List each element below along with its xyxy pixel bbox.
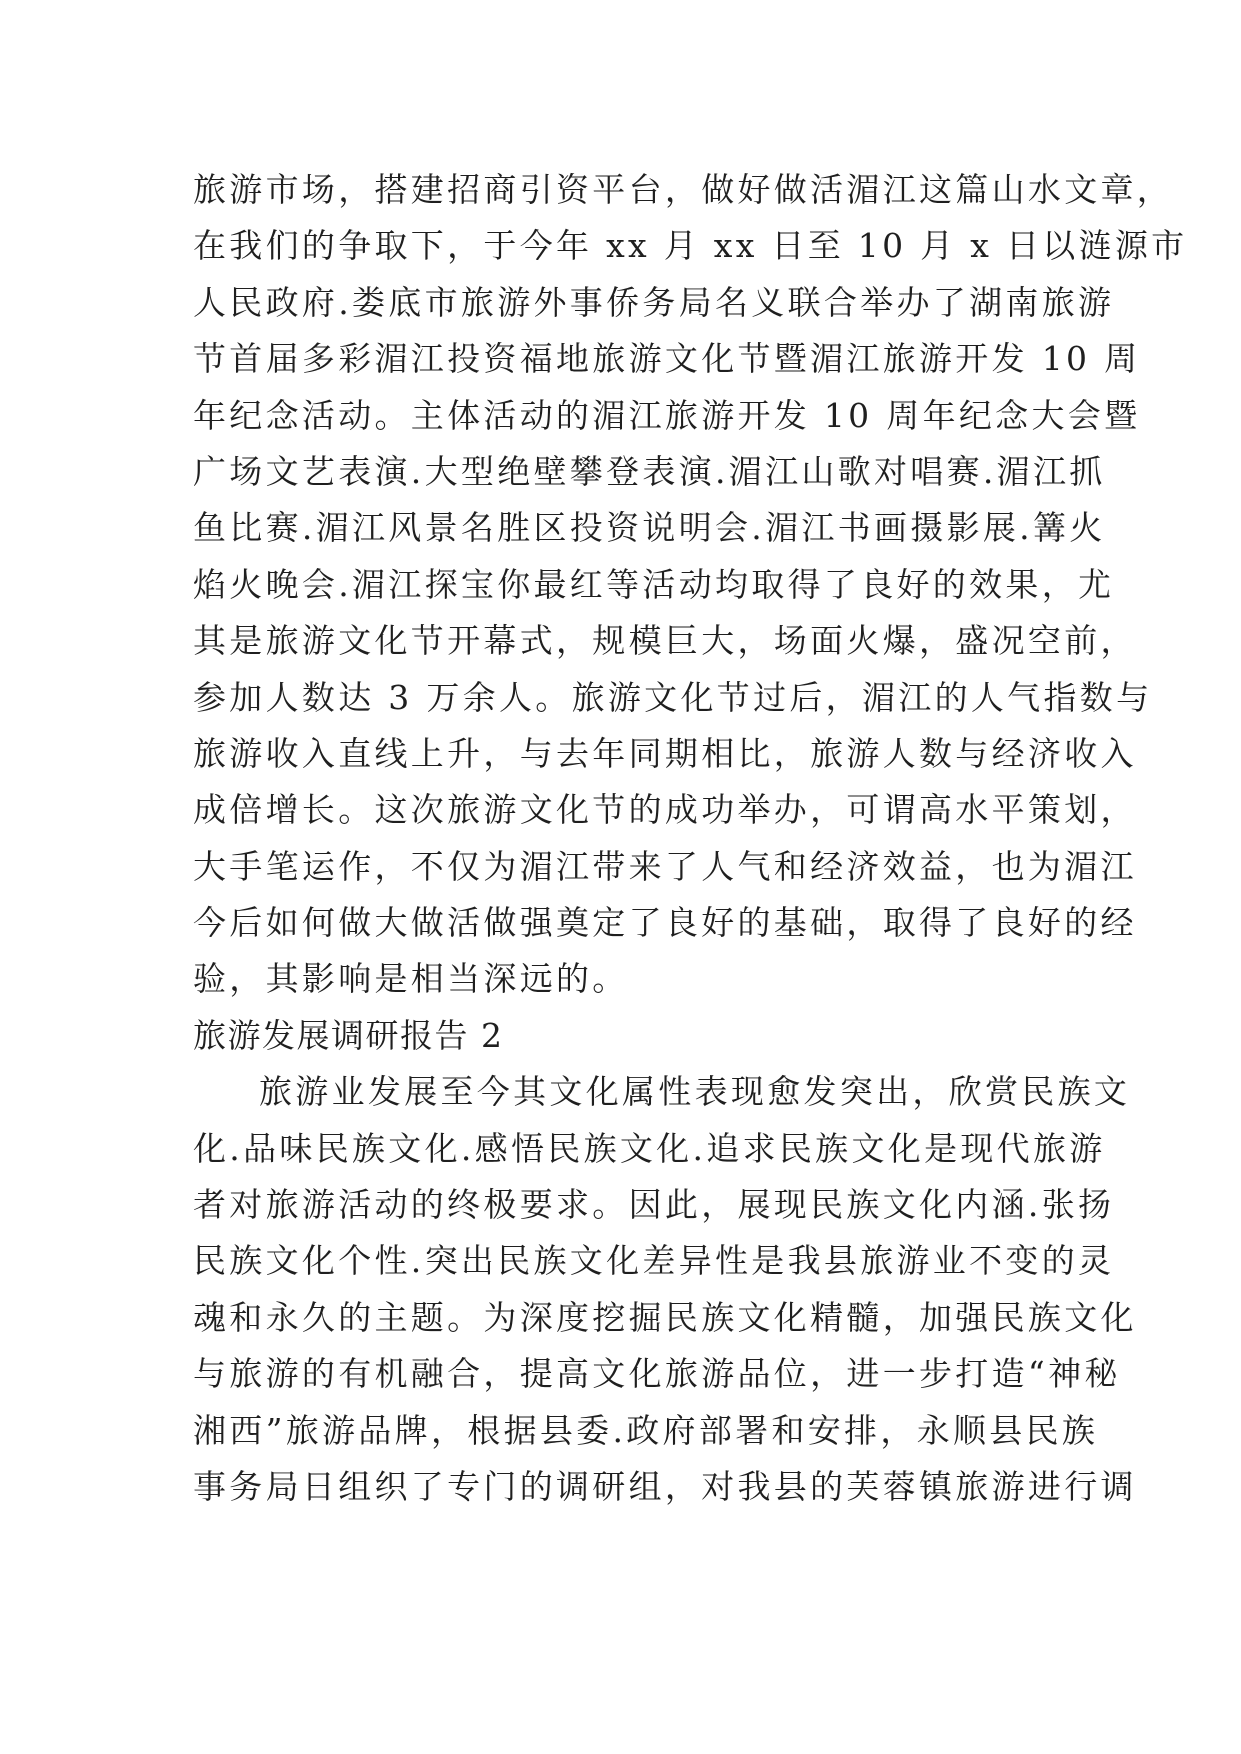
text-line: 节首届多彩湄江投资福地旅游文化节暨湄江旅游开发 10 周 bbox=[193, 339, 1141, 379]
text-line: 旅游收入直线上升，与去年同期相比，旅游人数与经济收入 bbox=[193, 733, 1137, 773]
text-line: 与旅游的有机融合，提高文化旅游品位，进一步打造“神秘 bbox=[193, 1354, 1121, 1394]
document-body bbox=[193, 162, 1188, 1515]
text-line: 者对旅游活动的终极要求。因此，展现民族文化内涵.张扬 bbox=[193, 1185, 1115, 1225]
text-line: 人民政府.娄底市旅游外事侨务局名义联合举办了湖南旅游 bbox=[193, 282, 1115, 322]
text-line: 今后如何做大做活做强奠定了良好的基础，取得了良好的经 bbox=[193, 903, 1137, 943]
text-line: 大手笔运作，不仅为湄江带来了人气和经济效益，也为湄江 bbox=[193, 846, 1137, 886]
text-line: 年纪念活动。主体活动的湄江旅游开发 10 周年纪念大会暨 bbox=[193, 395, 1141, 435]
text-line: 魂和永久的主题。为深度挖掘民族文化精髓，加强民族文化 bbox=[193, 1297, 1137, 1337]
text-line: 旅游业发展至今其文化属性表现愈发突出，欣赏民族文 bbox=[259, 1072, 1131, 1112]
text-line: 化.品味民族文化.感悟民族文化.追求民族文化是现代旅游 bbox=[193, 1128, 1106, 1168]
text-line: 成倍增长。这次旅游文化节的成功举办，可谓高水平策划， bbox=[193, 790, 1137, 830]
text-line: 在我们的争取下，于今年 xx 月 xx 日至 10 月 x 日以涟源市 bbox=[193, 226, 1188, 266]
text-line: 参加人数达 3 万余人。旅游文化节过后，湄江的人气指数与 bbox=[193, 677, 1153, 717]
paragraph-culture bbox=[193, 1064, 1137, 1515]
text-line: 湘西”旅游品牌，根据县委.政府部署和安排，永顺县民族 bbox=[193, 1410, 1099, 1450]
text-line: 验，其影响是相当深远的。 bbox=[193, 959, 629, 999]
text-line: 广场文艺表演.大型绝壁攀登表演.湄江山歌对唱赛.湄江抓 bbox=[193, 451, 1106, 491]
paragraph-festival bbox=[193, 162, 1188, 1008]
section-heading: 旅游发展调研报告 2 bbox=[193, 1015, 504, 1055]
text-line: 焰火晚会.湄江探宝你最红等活动均取得了良好的效果，尤 bbox=[193, 564, 1115, 604]
text-line: 鱼比赛.湄江风景名胜区投资说明会.湄江书画摄影展.篝火 bbox=[193, 508, 1106, 548]
text-line: 事务局日组织了专门的调研组，对我县的芙蓉镇旅游进行调 bbox=[193, 1466, 1137, 1506]
text-line: 旅游市场，搭建招商引资平台，做好做活湄江这篇山水文章， bbox=[193, 170, 1174, 209]
text-line: 其是旅游文化节开幕式，规模巨大，场面火爆，盛况空前， bbox=[193, 621, 1137, 661]
text-line: 民族文化个性.突出民族文化差异性是我县旅游业不变的灵 bbox=[193, 1241, 1115, 1281]
